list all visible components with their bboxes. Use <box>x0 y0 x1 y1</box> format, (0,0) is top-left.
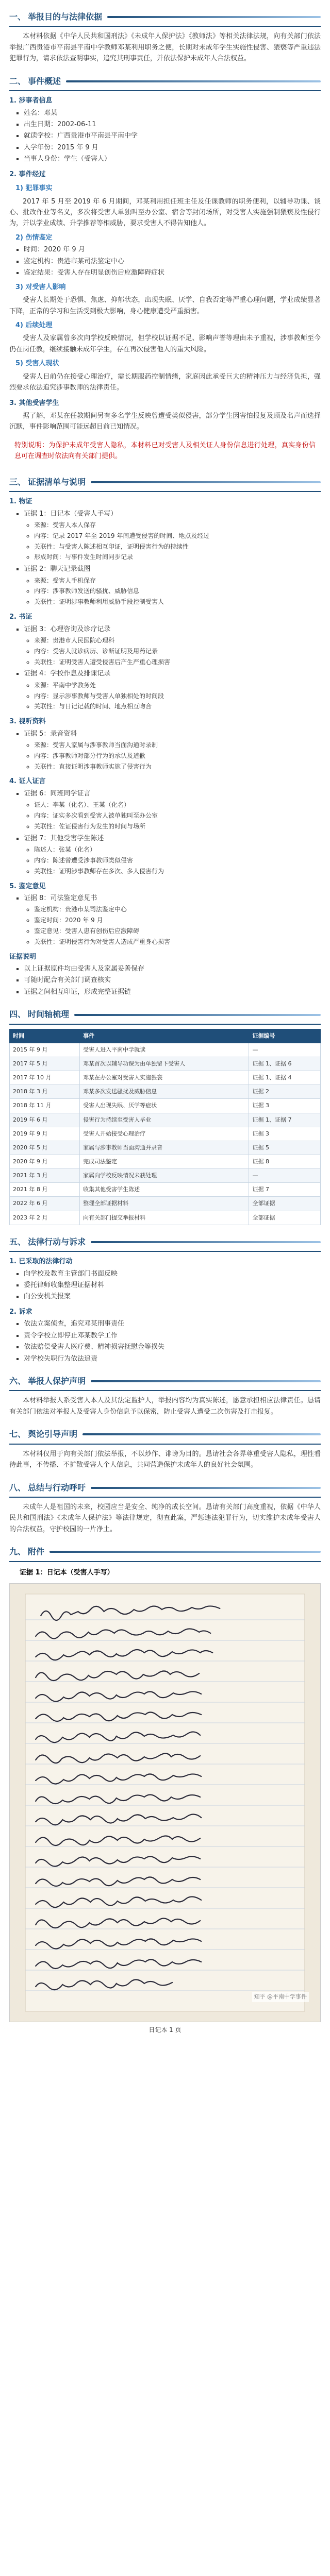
list-item: ▪ 证据之间相互印证，形成完整证据链 <box>24 987 321 997</box>
section-overview <box>9 72 321 465</box>
subheading: 2. 诉求 <box>9 1308 32 1316</box>
table-header-row <box>10 1029 321 1043</box>
subsubheading: 2) 伤情鉴定 <box>15 233 53 242</box>
heading-bar <box>50 1551 321 1553</box>
table-cell: 证据 3 <box>249 1099 321 1113</box>
evidence-title: ▪ 证据 5：录音资料 <box>24 728 321 739</box>
list-item: ◦ 形成时间：与事件发生时间同步记录 <box>34 552 321 563</box>
handwriting-image <box>10 1584 320 2022</box>
section-title: 证据清单与说明 <box>28 477 86 487</box>
list-item: ◦ 关联性：佐证侵害行为发生的时间与场所 <box>34 822 321 832</box>
list-item: ▪ 依法立案侦查，追究邓某刑事责任 <box>24 1318 321 1329</box>
table-row <box>10 1197 321 1211</box>
info-list <box>9 108 321 165</box>
table-row <box>10 1099 321 1113</box>
subsubheading: 5) 受害人现状 <box>15 360 59 368</box>
subheading: 1. 涉事者信息 <box>9 97 53 105</box>
section-legal-action <box>9 1232 321 1364</box>
table-cell: 邓某多次发送骚扰及威胁信息 <box>80 1085 249 1099</box>
section-number: 九、 <box>9 1547 26 1557</box>
info-list <box>9 244 321 278</box>
table-row <box>10 1155 321 1168</box>
table-cell: 证据 1、证据 4 <box>249 1071 321 1085</box>
table-cell: 2019 年 6 月 <box>10 1113 80 1127</box>
list-item: ◦ 关联性：证明侵害行为对受害人造成严重身心损害 <box>34 937 321 947</box>
evidence-details <box>9 845 321 876</box>
subheading: 3. 视听资料 <box>9 718 46 726</box>
section-title: 法律行动与诉求 <box>28 1236 86 1247</box>
section-title: 舆论引导声明 <box>28 1429 78 1439</box>
list-item: ◦ 来源：受害人本人保存 <box>34 520 321 531</box>
section-number: 六、 <box>9 1376 26 1386</box>
demand-list <box>9 1318 321 1364</box>
section-title: 举报人保护声明 <box>28 1376 86 1386</box>
table-cell: 证据 1、证据 7 <box>249 1113 321 1127</box>
paragraph: 本材料举报人系受害人本人及其法定监护人，举报内容均为真实陈述，愿意承担相应法律责任。恳请有关部门依法对举报人及受害人身份信息予以保密，防止受害人遭受二次伤害及打击报复。 <box>9 1397 321 1416</box>
table-row <box>10 1169 321 1183</box>
timeline-table <box>9 1029 321 1225</box>
heading-bar <box>66 80 321 82</box>
table-row <box>10 1057 321 1071</box>
section-title: 总结与行动呼吁 <box>28 1482 86 1493</box>
list-item: ◦ 关联性：直接证明涉事教师实施了侵害行为 <box>34 762 321 772</box>
table-cell: 证据 8 <box>249 1155 321 1168</box>
section-heading <box>9 1371 321 1391</box>
list-item: ◦ 来源：贵港市人民医院心理科 <box>34 636 321 646</box>
table-cell: 家属向学校反映情况未获处理 <box>80 1169 249 1183</box>
list-item: ◦ 关联性：与日记记载的时间、地点相互吻合 <box>34 702 321 712</box>
table-cell: 2019 年 9 月 <box>10 1127 80 1141</box>
paragraph: 2017 年 5 月至 2019 年 6 月期间，邓某利用担任班主任及任课教师的职务便利，以辅导功课、谈心、批改作业等名义，多次将受害人单独叫至办公室、宿舍等封闭场所，对受害人实施强制猥亵及性侵行为，并以学业成绩、升学推荐等相威胁，要求受害人不得告知他人。 <box>9 197 321 228</box>
table-cell: 侵害行为持续至受害人毕业 <box>80 1113 249 1127</box>
paragraph: 受害人目前仍在接受心理治疗，需长期服药控制情绪，家庭因此承受巨大的精神压力与经济负担，强烈要求依法追究涉事教师的法律责任。 <box>9 372 321 392</box>
heading-bar <box>91 481 321 483</box>
photo-caption: 日记本 1 页 <box>148 2026 182 2034</box>
table-cell: — <box>249 1043 321 1057</box>
subheading: 5. 鉴定意见 <box>9 882 46 890</box>
attachment-label: 证据 1：日记本（受害人手写） <box>20 1568 114 1577</box>
table-row <box>10 1071 321 1085</box>
section-purpose <box>9 7 321 64</box>
evidence-list <box>9 788 321 799</box>
list-item: ◦ 来源：受害人家属与涉事教师当面沟通时录制 <box>34 740 321 751</box>
list-item: ▪ 入学年份：2015 年 9 月 <box>24 142 321 153</box>
list-item: ▪ 可随时配合有关部门调查核实 <box>24 975 321 986</box>
evidence-title: ▪ 证据 8：司法鉴定意见书 <box>24 893 321 904</box>
paragraph: 据了解，邓某在任教期间另有多名学生反映曾遭受类似侵害，部分学生因害怕报复及顾及名声而选择沉默，事件影响范围可能远超目前已知情况。 <box>9 412 321 431</box>
section-heading <box>9 1005 321 1024</box>
evidence-list <box>9 893 321 904</box>
list-item: ◦ 内容：陈述曾遭受涉事教师类似侵害 <box>34 856 321 866</box>
evidence-title: ▪ 证据 2：聊天记录截图 <box>24 564 321 574</box>
table-cell: 受害人出现失眠、厌学等症状 <box>80 1099 249 1113</box>
table-cell: 全部证据 <box>249 1211 321 1225</box>
subheading: 2. 事件经过 <box>9 170 46 178</box>
section-number: 五、 <box>9 1236 26 1247</box>
list-item: ◦ 鉴定机构：贵港市某司法鉴定中心 <box>34 905 321 915</box>
table-cell: 整理全部证据材料 <box>80 1197 249 1211</box>
list-item: ◦ 鉴定时间：2020 年 9 月 <box>34 916 321 926</box>
table-cell: 2021 年 3 月 <box>10 1169 80 1183</box>
table-cell: 收集其他受害学生陈述 <box>80 1183 249 1197</box>
list-item: ◦ 内容：涉事教师发送的骚扰、威胁信息 <box>34 586 321 597</box>
list-item: ◦ 内容：受害人就诊病历、诊断证明及用药记录 <box>34 647 321 657</box>
section-attachment <box>9 1542 321 2036</box>
list-item: ▪ 依法赔偿受害人医疗费、精神损害抚慰金等损失 <box>24 1342 321 1352</box>
list-item: ◦ 陈述人：张某（化名） <box>34 845 321 855</box>
paragraph: 本材料仅用于向有关部门依法举报，不以炒作、诽谤为目的。恳请社会各界尊重受害人隐私，理性看待此事，不传播、不扩散受害人个人信息，共同营造保护未成年人的良好社会氛围。 <box>9 1450 321 1469</box>
list-item: ▪ 就读学校：广西贵港市平南县平南中学 <box>24 130 321 141</box>
evidence-details <box>9 520 321 563</box>
table-cell: 证据 5 <box>249 1141 321 1155</box>
subsubheading: 3) 对受害人影响 <box>15 283 66 291</box>
table-row <box>10 1127 321 1141</box>
column-header: 事件 <box>80 1029 249 1043</box>
evidence-title: ▪ 证据 1：日记本（受害人手写） <box>24 509 321 519</box>
evidence-details <box>9 905 321 947</box>
list-item: ▪ 时间：2020 年 9 月 <box>24 244 321 255</box>
table-cell: 2022 年 6 月 <box>10 1197 80 1211</box>
list-item: ◦ 证人：李某（化名）、王某（化名） <box>34 800 321 810</box>
table-cell: 证据 1、证据 6 <box>249 1057 321 1071</box>
evidence-details <box>9 636 321 667</box>
section-number: 八、 <box>9 1482 26 1493</box>
list-item: ▪ 向学校及教育主管部门书面反映 <box>24 1268 321 1279</box>
evidence-list <box>9 509 321 519</box>
evidence-details <box>9 681 321 712</box>
list-item: ▪ 姓名：邓某 <box>24 108 321 118</box>
heading-bar <box>91 1380 321 1382</box>
table-cell: 2017 年 10 月 <box>10 1071 80 1085</box>
list-item: ◦ 关联性：证明涉事教师存在多次、多人侵害行为 <box>34 867 321 877</box>
section-number: 三、 <box>9 477 26 487</box>
list-item: ▪ 委托律师收集整理证据材料 <box>24 1280 321 1291</box>
evidence-title: ▪ 证据 3：心理咨询及诊疗记录 <box>24 624 321 635</box>
paragraph: 未成年人是祖国的未来，校园应当是安全、纯净的成长空间。恳请有关部门高度重视，依据《中华人民共和国刑法》《未成年人保护法》等法律规定，彻查此案，严惩违法犯罪行为，切实维护未成年受害人的合法权益，守护校园的一片净土。 <box>9 1503 321 1533</box>
subheading: 2. 书证 <box>9 613 32 621</box>
section-number: 一、 <box>9 12 26 22</box>
list-item: ◦ 鉴定意见：受害人患有创伤后应激障碍 <box>34 926 321 937</box>
evidence-list <box>9 624 321 635</box>
evidence-list <box>9 564 321 574</box>
table-row <box>10 1183 321 1197</box>
table-row <box>10 1043 321 1057</box>
table-cell: 邓某在办公室对受害人实施猥亵 <box>80 1071 249 1085</box>
section-whistleblower <box>9 1371 321 1417</box>
table-cell: 受害人开始接受心理治疗 <box>80 1127 249 1141</box>
section-heading <box>9 72 321 91</box>
table-cell: 证据 7 <box>249 1183 321 1197</box>
list-item: ◦ 来源：受害人手机保存 <box>34 576 321 586</box>
column-header: 时间 <box>10 1029 80 1043</box>
section-heading <box>9 7 321 27</box>
evidence-title: ▪ 证据 6：同班同学证言 <box>24 788 321 799</box>
paragraph: 受害人及家属曾多次向学校反映情况，但学校以证据不足、影响声誉等理由未予重视，涉事教师至今仍在岗任教，继续接触未成年学生，存在再次侵害他人的重大风险。 <box>9 334 321 353</box>
paragraph: 本材料依据《中华人民共和国刑法》《未成年人保护法》《教师法》等相关法律法规，向有关部门依法举报广西贵港市平南县平南中学教师邓某利用职务之便，长期对未成年学生实施性侵害、猥亵等严重违法犯罪行为，请求依法查明事实，追究其刑事责任，并依法保护未成年人合法权益。 <box>9 32 321 63</box>
section-heading <box>9 1478 321 1498</box>
list-item: ◦ 关联性：与受害人陈述相互印证，证明侵害行为的持续性 <box>34 542 321 552</box>
list-item: ▪ 对学校失职行为依法追责 <box>24 1353 321 1364</box>
table-cell: 2017 年 5 月 <box>10 1057 80 1071</box>
subsubheading: 4) 后续处理 <box>15 321 53 329</box>
table-cell: 2020 年 5 月 <box>10 1141 80 1155</box>
table-row <box>10 1113 321 1127</box>
list-item: ◦ 内容：显示涉事教师与受害人单独相处的时间段 <box>34 691 321 702</box>
table-cell: 2021 年 8 月 <box>10 1183 80 1197</box>
subheading: 1. 已采取的法律行动 <box>9 1258 73 1266</box>
table-cell: 受害人进入平南中学就读 <box>80 1043 249 1057</box>
table-cell: 完成司法鉴定 <box>80 1155 249 1168</box>
evidence-details <box>9 800 321 832</box>
list-item: ▪ 鉴定机构：贵港市某司法鉴定中心 <box>24 256 321 267</box>
section-number: 二、 <box>9 76 26 86</box>
section-number: 四、 <box>9 1009 26 1020</box>
list-item: ◦ 关联性：证明涉事教师利用威胁手段控制受害人 <box>34 597 321 607</box>
section-title: 附件 <box>28 1547 45 1557</box>
section-heading <box>9 1425 321 1444</box>
evidence-list <box>9 728 321 739</box>
table-row <box>10 1085 321 1099</box>
subheading: 1. 物证 <box>9 498 32 506</box>
section-heading <box>9 1232 321 1252</box>
note-list <box>9 963 321 997</box>
column-header: 证据编号 <box>249 1029 321 1043</box>
heading-bar <box>107 16 321 18</box>
evidence-details <box>9 576 321 607</box>
table-cell: 全部证据 <box>249 1197 321 1211</box>
evidence-title: ▪ 证据 7：其他受害学生陈述 <box>24 833 321 844</box>
table-cell: 2023 年 2 月 <box>10 1211 80 1225</box>
section-evidence <box>9 472 321 998</box>
watermark-label: 知乎 @平南中学事件 <box>252 1992 309 2002</box>
table-row <box>10 1211 321 1225</box>
evidence-list <box>9 668 321 679</box>
list-item: ◦ 来源：平南中学教务处 <box>34 681 321 691</box>
section-title: 事件概述 <box>28 76 61 86</box>
subsubheading: 1) 犯罪事实 <box>15 184 53 193</box>
privacy-notice: 特别说明：为保护未成年受害人隐私，本材料已对受害人及相关证人身份信息进行处理，真实身份信息可在调查时依法向有关部门提供。 <box>14 441 316 461</box>
list-item: ◦ 关联性：证明受害人遭受侵害后产生严重心理损害 <box>34 657 321 668</box>
section-heading <box>9 472 321 492</box>
action-list <box>9 1268 321 1302</box>
section-public-opinion <box>9 1425 321 1470</box>
section-heading <box>9 1542 321 1562</box>
table-cell: 2015 年 9 月 <box>10 1043 80 1057</box>
diary-photo <box>9 1583 321 2022</box>
table-cell: 邓某首次以辅导功课为由单独留下受害人 <box>80 1057 249 1071</box>
heading-bar <box>91 1487 321 1489</box>
list-item: ▪ 责令学校立即停止邓某教学工作 <box>24 1330 321 1341</box>
section-timeline <box>9 1005 321 1225</box>
heading-bar <box>91 1241 321 1243</box>
list-item: ▪ 向公安机关报案 <box>24 1291 321 1302</box>
section-title: 举报目的与法律依据 <box>28 12 103 22</box>
table-cell: 证据 2 <box>249 1085 321 1099</box>
subheading: 3. 其他受害学生 <box>9 399 59 407</box>
table-row <box>10 1141 321 1155</box>
heading-bar <box>74 1014 321 1016</box>
evidence-title: ▪ 证据 4：学校作息及排课记录 <box>24 668 321 679</box>
table-cell: 2018 年 3 月 <box>10 1085 80 1099</box>
list-item: ▪ 鉴定结果：受害人存在明显创伤后应激障碍症状 <box>24 267 321 278</box>
list-item: ◦ 内容：涉事教师对部分行为的承认及道歉 <box>34 751 321 761</box>
table-cell: 2020 年 9 月 <box>10 1155 80 1168</box>
section-summary <box>9 1478 321 1535</box>
list-item: ▪ 出生日期：2002-06-11 <box>24 119 321 130</box>
subheading: 证据说明 <box>9 953 37 961</box>
table-cell: 向有关部门提交举报材料 <box>80 1211 249 1225</box>
list-item: ◦ 内容：证实多次看到受害人被单独叫至办公室 <box>34 811 321 821</box>
paragraph: 受害人长期处于恐惧、焦虑、抑郁状态，出现失眠、厌学、自我否定等严重心理问题，学业成绩显著下降，正常的学习和生活受到极大影响，身心健康遭受严重损害。 <box>9 296 321 315</box>
list-item: ▪ 当事人身份：学生（受害人） <box>24 154 321 164</box>
table-cell: — <box>249 1169 321 1183</box>
evidence-details <box>9 740 321 772</box>
evidence-list <box>9 833 321 844</box>
document-page <box>0 7 330 2576</box>
table-cell: 2018 年 11 月 <box>10 1099 80 1113</box>
table-cell: 证据 3 <box>249 1127 321 1141</box>
section-title: 时间轴梳理 <box>28 1009 70 1020</box>
heading-bar <box>82 1433 321 1435</box>
section-number: 七、 <box>9 1429 26 1439</box>
list-item: ◦ 内容：记录 2017 年至 2019 年间遭受侵害的时间、地点及经过 <box>34 531 321 541</box>
subheading: 4. 证人证言 <box>9 777 46 786</box>
table-cell: 家属与涉事教师当面沟通并录音 <box>80 1141 249 1155</box>
list-item: ▪ 以上证据原件均由受害人及家属妥善保存 <box>24 963 321 974</box>
